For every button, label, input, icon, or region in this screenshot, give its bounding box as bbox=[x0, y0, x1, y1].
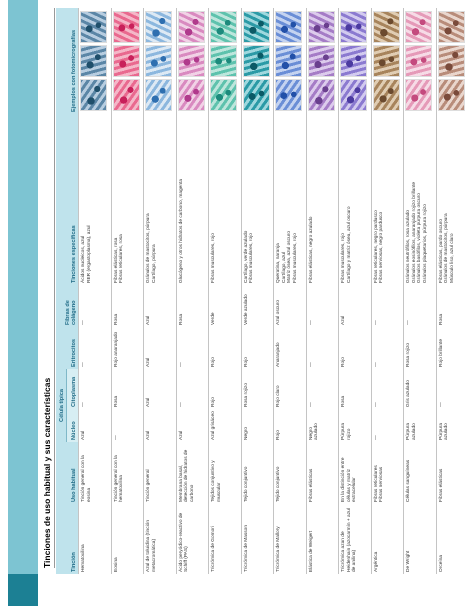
cell-nucleo: Azul grisáceo bbox=[209, 409, 242, 442]
cell-tincion: Tricrómica de Mallory bbox=[274, 504, 307, 574]
cell-fibras: Verde azulado bbox=[241, 285, 274, 327]
cell-tincion: Tricrómica de Gomori bbox=[209, 504, 242, 574]
header-banner bbox=[8, 0, 38, 606]
cell-especificas: Ácidos nucleicos, azul RER (ergastoplasma), azul bbox=[79, 114, 112, 285]
cell-uso: Fibras elásticas bbox=[436, 442, 468, 504]
micrograph-thumbnail bbox=[178, 11, 205, 43]
micrograph-thumbnail bbox=[145, 79, 172, 111]
micrograph-thumbnail bbox=[373, 79, 400, 111]
stains-table bbox=[56, 8, 468, 574]
cell-fibras: — bbox=[371, 285, 404, 327]
cell-ejemplo bbox=[371, 8, 404, 114]
table-row bbox=[274, 8, 307, 574]
cell-especificas: Fibras elásticas, rosa Fibras reticulares, rosa bbox=[111, 114, 144, 285]
header-ejemplos: Ejemplos con fotomicrografías bbox=[56, 8, 79, 114]
cell-uso: Membrana basal, detección de hidratos de carbono bbox=[176, 442, 209, 504]
cell-fibras: Rosa bbox=[436, 285, 468, 327]
cell-uso: Fibras elásticas bbox=[306, 442, 339, 504]
cell-citoplasma: Azul bbox=[144, 369, 177, 409]
cell-nucleo: Negro bbox=[241, 409, 274, 442]
cell-uso: Tinción general con la eosina bbox=[79, 442, 112, 504]
cell-tincion: Elástica de Weigert bbox=[306, 504, 339, 574]
micrograph-thumbnail bbox=[438, 45, 465, 77]
table-frame bbox=[56, 8, 468, 574]
cell-eritrocitos: Rojo brillante bbox=[436, 327, 468, 369]
cell-uso: Tejidos conjuntivo y muscular bbox=[209, 442, 242, 504]
cell-fibras: — bbox=[79, 285, 112, 327]
micrograph-thumbnail bbox=[373, 45, 400, 77]
cell-fibras: Azul bbox=[339, 285, 372, 327]
table-row bbox=[111, 8, 144, 574]
cell-citoplasma: — bbox=[371, 369, 404, 409]
cell-uso: En la distinción entre células y matriz extracelular bbox=[339, 442, 372, 504]
cell-ejemplo bbox=[339, 8, 372, 114]
cell-citoplasma: Rosa bbox=[339, 369, 372, 409]
page-title: Tinciones de uso habitual y sus características bbox=[42, 377, 52, 568]
table-row bbox=[371, 8, 404, 574]
cell-nucleo: Púrpura azulado bbox=[404, 409, 437, 442]
table-body bbox=[79, 8, 469, 574]
micrograph-thumbnail bbox=[113, 45, 140, 77]
cell-ejemplo bbox=[436, 8, 468, 114]
header-banner-accent bbox=[8, 574, 38, 606]
cell-ejemplo bbox=[241, 8, 274, 114]
cell-especificas: Gránulos de mastocitos, púrpura Cartílago, púrpura bbox=[144, 114, 177, 285]
header-fibras: Fibras de colágeno bbox=[56, 285, 79, 327]
micrograph-thumbnail bbox=[210, 45, 237, 77]
micrograph-thumbnail bbox=[243, 79, 270, 111]
micrograph-thumbnail bbox=[178, 79, 205, 111]
cell-uso: Tejido conjuntivo bbox=[274, 442, 307, 504]
micrograph-thumbnail bbox=[145, 11, 172, 43]
header-citoplasma: Citoplasma bbox=[67, 369, 79, 409]
cell-ejemplo bbox=[209, 8, 242, 114]
cell-tincion: Hematoxilina bbox=[79, 504, 112, 574]
cell-uso: Células sanguíneas bbox=[404, 442, 437, 504]
header-especificas: Tinciones específicas bbox=[56, 114, 79, 285]
micrograph-thumbnail bbox=[80, 11, 107, 43]
table-row bbox=[404, 8, 437, 574]
cell-eritrocitos: Rojo bbox=[209, 327, 242, 369]
cell-citoplasma: Gris azulado bbox=[404, 369, 437, 409]
micrograph-thumbnail bbox=[80, 79, 107, 111]
table-row bbox=[241, 8, 274, 574]
cell-eritrocitos: Rojo bbox=[241, 327, 274, 369]
cell-fibras: Rosa bbox=[111, 285, 144, 327]
cell-citoplasma: Rojo bbox=[209, 369, 242, 409]
cell-ejemplo bbox=[404, 8, 437, 114]
cell-ejemplo bbox=[274, 8, 307, 114]
micrograph-thumbnail bbox=[340, 79, 367, 111]
cell-eritrocitos: Rosa rojizo bbox=[404, 327, 437, 369]
cell-eritrocitos: Rojo bbox=[339, 327, 372, 369]
cell-citoplasma: — bbox=[176, 369, 209, 409]
table-row bbox=[436, 8, 468, 574]
cell-citoplasma: Rosa bbox=[111, 369, 144, 409]
cell-eritrocitos: — bbox=[306, 327, 339, 369]
cell-tincion: Argéntica bbox=[371, 504, 404, 574]
cell-eritrocitos: — bbox=[371, 327, 404, 369]
header-eritrocitos: Eritrocitos bbox=[56, 327, 79, 369]
cell-citoplasma: Rojo claro bbox=[274, 369, 307, 409]
cell-nucleo: — bbox=[111, 409, 144, 442]
cell-ejemplo bbox=[176, 8, 209, 114]
micrograph-thumbnail bbox=[308, 11, 335, 43]
micrograph-thumbnail bbox=[405, 45, 432, 77]
micrograph-thumbnail bbox=[80, 45, 107, 77]
table-row bbox=[144, 8, 177, 574]
cell-uso: Fibras reticulares Fibras nerviosas bbox=[371, 442, 404, 504]
cell-tincion: Orceína bbox=[436, 504, 468, 574]
micrograph-thumbnail bbox=[373, 11, 400, 43]
micrograph-thumbnail bbox=[275, 79, 302, 111]
cell-nucleo: Púrpura azulado bbox=[436, 409, 468, 442]
header-uso: Uso habitual bbox=[56, 442, 79, 504]
cell-nucleo: Azul bbox=[144, 409, 177, 442]
micrograph-thumbnail bbox=[340, 11, 367, 43]
cell-especificas: Fibras elásticas, pardo oscuro Gránulos de mastocitos, púrpura Músculo liso, azul claro bbox=[436, 114, 468, 285]
cell-fibras: Rosa bbox=[176, 285, 209, 327]
cell-especificas: Fibras reticulares, negro pardusco Fibras nerviosas, negro pardusco bbox=[371, 114, 404, 285]
micrograph-thumbnail bbox=[438, 11, 465, 43]
cell-fibras: Verde bbox=[209, 285, 242, 327]
cell-nucleo: Negro azulado bbox=[306, 409, 339, 442]
cell-ejemplo bbox=[306, 8, 339, 114]
cell-tincion: Tricrómica de Masson bbox=[241, 504, 274, 574]
cell-tincion: Azul de toluidina (tinción metacromática) bbox=[144, 504, 177, 574]
title-divider bbox=[54, 8, 55, 568]
micrograph-thumbnail bbox=[178, 45, 205, 77]
micrograph-thumbnail bbox=[113, 11, 140, 43]
cell-fibras: — bbox=[306, 285, 339, 327]
micrograph-thumbnail bbox=[308, 79, 335, 111]
cell-ejemplo bbox=[79, 8, 112, 114]
cell-nucleo: — bbox=[371, 409, 404, 442]
cell-especificas: Glucógeno y otros hidratos de carbono, magenta bbox=[176, 114, 209, 285]
micrograph-thumbnail bbox=[275, 45, 302, 77]
micrograph-thumbnail bbox=[210, 79, 237, 111]
cell-eritrocitos: Anaranjado bbox=[274, 327, 307, 369]
micrograph-thumbnail bbox=[145, 45, 172, 77]
micrograph-thumbnail bbox=[405, 11, 432, 43]
cell-uso: Tinción general bbox=[144, 442, 177, 504]
table-row bbox=[339, 8, 372, 574]
table-row bbox=[79, 8, 112, 574]
cell-tincion: Ácido peryódico-reactivo de Schiff (PAS) bbox=[176, 504, 209, 574]
cell-tincion: Tricrómica azan de Heidenhain (azocarmín + azul de anilina) bbox=[339, 504, 372, 574]
micrograph-thumbnail bbox=[405, 79, 432, 111]
cell-eritrocitos: Azul bbox=[144, 327, 177, 369]
micrograph-thumbnail bbox=[438, 79, 465, 111]
cell-uso: Tinción general con la hematoxilina bbox=[111, 442, 144, 504]
micrograph-thumbnail bbox=[340, 45, 367, 77]
cell-especificas: Queratina, naranja Cartílago, azul Matriz ósea, azul oscuro Fibras musculares, rojo bbox=[274, 114, 307, 285]
cell-especificas: Gránulos neutrófilos, rosa azulado Gránulos eosinófilos, anaranjado rojizo brillante Gránulos basófilos, violeta púrpura oscuro Gránulos plaquetarios, púrpura rojizo bbox=[404, 114, 437, 285]
table-row bbox=[306, 8, 339, 574]
cell-uso: Tejido conjuntivo bbox=[241, 442, 274, 504]
cell-ejemplo bbox=[144, 8, 177, 114]
cell-nucleo: Azul bbox=[79, 409, 112, 442]
table-row bbox=[209, 8, 242, 574]
cell-nucleo: Rojo bbox=[274, 409, 307, 442]
cell-especificas: Fibras musculares, rojo bbox=[209, 114, 242, 285]
table-row bbox=[176, 8, 209, 574]
cell-eritrocitos: — bbox=[176, 327, 209, 369]
micrograph-thumbnail bbox=[308, 45, 335, 77]
header-tincion: Tinción bbox=[56, 504, 79, 574]
micrograph-thumbnail bbox=[243, 11, 270, 43]
cell-citoplasma: — bbox=[79, 369, 112, 409]
micrograph-thumbnail bbox=[210, 11, 237, 43]
cell-eritrocitos: Rojo anaranjado bbox=[111, 327, 144, 369]
micrograph-thumbnail bbox=[113, 79, 140, 111]
cell-tincion: De Wright bbox=[404, 504, 437, 574]
cell-fibras: Azul oscuro bbox=[274, 285, 307, 327]
header-celula-tipica: Célula típica bbox=[56, 369, 67, 442]
micrograph-thumbnail bbox=[275, 11, 302, 43]
cell-citoplasma: Rosa rojizo bbox=[241, 369, 274, 409]
cell-nucleo: Azul bbox=[176, 409, 209, 442]
cell-nucleo: Púrpura rojizo bbox=[339, 409, 372, 442]
cell-fibras: Azul bbox=[144, 285, 177, 327]
cell-especificas: Fibras musculares, rojo Cartílago y matriz ósea, azul oscuro bbox=[339, 114, 372, 285]
cell-tincion: Eosina bbox=[111, 504, 144, 574]
header-nucleo: Núcleo bbox=[67, 409, 79, 442]
cell-citoplasma: — bbox=[436, 369, 468, 409]
cell-fibras: — bbox=[404, 285, 437, 327]
cell-especificas: Fibras elásticas, negro azulado bbox=[306, 114, 339, 285]
cell-citoplasma: — bbox=[306, 369, 339, 409]
cell-eritrocitos: — bbox=[79, 327, 112, 369]
cell-especificas: Cartílago, verde azulado Fibras musculares, rojo bbox=[241, 114, 274, 285]
cell-ejemplo bbox=[111, 8, 144, 114]
micrograph-thumbnail bbox=[243, 45, 270, 77]
